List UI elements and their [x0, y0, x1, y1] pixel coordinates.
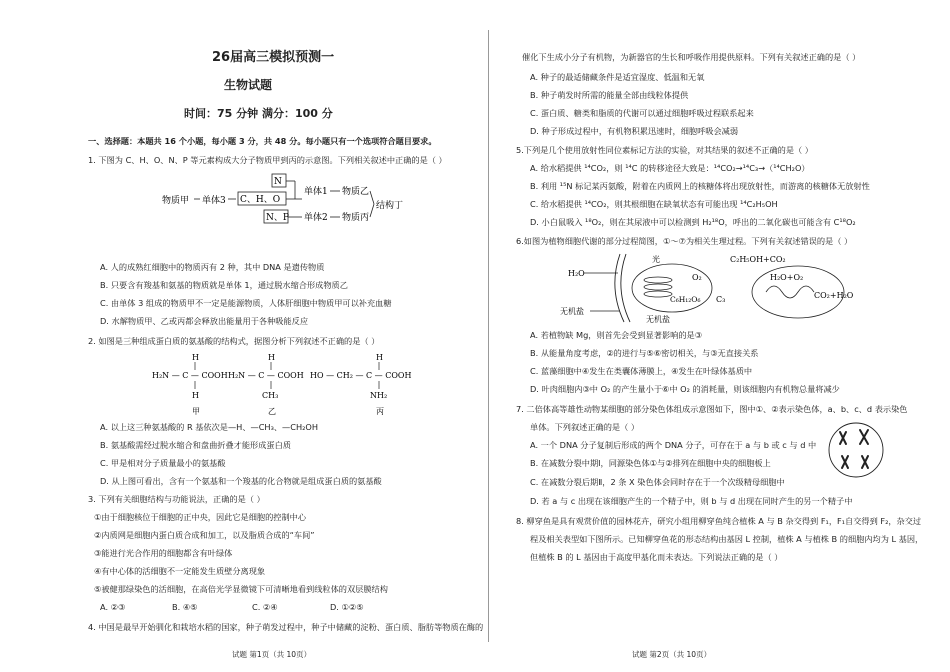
q1-n-label: N [274, 177, 282, 187]
q3-item: ③能进行光合作用的细胞都含有叶绿体 [94, 548, 233, 558]
q6-co2-h2o-label: CO₂+H₂O [814, 291, 854, 300]
q5-option-b: B. 利用 ¹⁵N 标记某丙氨酸，附着在内质网上的核糖体将出现放射性，而游离的核糖体无放射性 [530, 181, 870, 191]
section-heading: 一、选择题：本题共 16 个小题，每小题 3 分，共 48 分。每小题只有一个选项符合题目要求。 [88, 136, 437, 146]
q6-light-label: 光 [652, 255, 660, 264]
svg-text:H: H [192, 353, 199, 362]
q4-option-a: A. 种子的最适储藏条件是适宜湿度、低温和无氧 [530, 72, 705, 82]
q3-item: ⑤被健那绿染色的活细胞，在高倍光学显微镜下可清晰地看到线粒体的双层膜结构 [94, 584, 388, 594]
q1-np-label: N、P [266, 213, 289, 223]
q4-stem-cont: 催化下生成小分子有机物，为新器官的生长和呼吸作用提供原料。下列有关叙述正确的是（ ） [522, 52, 861, 62]
svg-text:H: H [192, 391, 199, 400]
q6-o2-label: O₂ [692, 273, 702, 282]
left-footer: 试题 第1页（共 10页） [232, 650, 312, 659]
q8-stem-line3: 但植株 B 的 L 基因由于高度甲基化而未表达。下列说法正确的是（ ） [530, 552, 783, 562]
exam-time: 时间：75 分钟 满分：100 分 [184, 107, 333, 120]
q1-stem: 1. 下图为 C、H、O、N、P 等元素构成大分子物质甲到丙的示意图。下列相关叙述中正确的是（ ） [88, 155, 447, 165]
q7-chromosome-figure [826, 420, 886, 480]
svg-text:H₂N — C — COOH: H₂N — C — COOH [152, 371, 228, 380]
q3-item: ④有中心体的活细胞不一定能发生质壁分离现象 [94, 566, 266, 576]
q8-stem-line1: 8. 柳穿鱼是具有观赏价值的园林花卉，研究小组用柳穿鱼纯合植株 A 与 B 杂交得到 F₁，F₁自交得到 F₂，杂交过 [516, 516, 922, 526]
q2-option-c: C. 甲是相对分子质量最小的氨基酸 [100, 458, 226, 468]
q5-option-a: A. 给水稻提供 ¹⁴CO₂，则 ¹⁴C 的转移途径大致是：¹⁴CO₂→¹⁴C₃→（¹⁴CH₂O） [530, 163, 810, 173]
q6-metabolism-diagram [560, 250, 870, 325]
q5-stem: 5.下列是几个使用放射性同位素标记方法的实验，对其结果的叙述不正确的是（ ） [516, 145, 813, 155]
q7-option-a: A. 一个 DNA 分子复制后形成的两个 DNA 分子，可存在于 a 与 b 或 c 与 d 中 [530, 440, 817, 450]
q1-jia-label: 物质甲 [162, 196, 190, 206]
q1-dan3-label: 单体3 [202, 196, 226, 206]
q6-h2o-label: H₂O [568, 269, 585, 278]
q6-option-b: B. 从能量角度考虑，②的进行与⑤⑥密切相关，与③无直接关系 [530, 348, 759, 358]
q3-option-a: A. ②③ [100, 602, 126, 612]
q1-dan2-label: 单体2 [304, 213, 328, 223]
svg-text:NH₂: NH₂ [370, 391, 388, 400]
q3-option-c: C. ②④ [252, 602, 278, 612]
svg-text:H₂N — C — COOH: H₂N — C — COOH [228, 371, 304, 380]
q4-option-c: C. 蛋白质、糖类和脂质的代谢可以通过细胞呼吸过程联系起来 [530, 108, 754, 118]
q1-dan1-label: 单体1 [304, 187, 328, 197]
q4-option-b: B. 种子萌发时所需的能量全部由线粒体提供 [530, 90, 689, 100]
q6-stem: 6.如图为植物细胞代谢的部分过程简图，①～⑦为相关生理过程。下列有关叙述错误的是（ ） [516, 236, 853, 246]
q1-option-b: B. 只要含有羧基和氨基的物质就是单体 1，通过脱水缩合形成物质乙 [100, 280, 348, 290]
right-footer: 试题 第2页（共 10页） [632, 650, 712, 659]
q2-label-bing: 丙 [376, 407, 384, 416]
q1-option-a: A. 人的成熟红细胞中的物质丙有 2 种，其中 DNA 是遗传物质 [100, 262, 325, 272]
q1-cho-label: C、H、O [240, 195, 281, 205]
svg-text:HO — CH₂ — C — COOH: HO — CH₂ — C — COOH [310, 371, 412, 380]
q1-bing-label: 物质丙 [342, 213, 370, 223]
q6-h2o-o2-label: H₂O+O₂ [770, 273, 804, 282]
q7-stem-cont: 单体。下列叙述正确的是（ ） [530, 422, 640, 432]
q3-item: ①由于细胞核位于细胞的正中央，因此它是细胞的控制中心 [94, 512, 307, 522]
q3-item: ②内质网是细胞内蛋白质合成和加工，以及脂质合成的“车间” [94, 530, 315, 540]
q7-option-b: B. 在减数分裂中期Ⅰ，同源染色体①与②排列在细胞中央的细胞板上 [530, 458, 771, 468]
q1-yi-label: 物质乙 [342, 187, 370, 197]
svg-text:CH₃: CH₃ [262, 391, 279, 400]
q4-option-d: D. 种子形成过程中，有机物积累迅速时，细胞呼吸会减弱 [530, 126, 739, 136]
q2-option-b: B. 氨基酸需经过脱水缩合和盘曲折叠才能形成蛋白质 [100, 440, 291, 450]
q6-glucose-label: C₆H₁₂O₆ [670, 295, 701, 304]
q7-stem: 7. 二倍体高等雄性动物某细胞的部分染色体组成示意图如下，图中①、②表示染色体，a、b、c、d 表示染色 [516, 404, 908, 414]
q5-option-d: D. 小白鼠吸入 ¹⁸O₂，则在其尿液中可以检测到 H₂¹⁸O，呼出的二氧化碳也可能含有 C¹⁸O₂ [530, 217, 856, 227]
q6-option-d: D. 叶肉细胞内③中 O₂ 的产生量小于⑥中 O₂ 的消耗量，则该细胞内有机物总量将减少 [530, 384, 840, 394]
q6-c3-label: C₃ [716, 295, 726, 304]
q6-ethanol-label: C₂H₅OH+CO₂ [730, 255, 786, 264]
right-page [490, 0, 950, 672]
q2-option-a: A. 以上这三种氨基酸的 R 基依次是—H、—CH₃、—CH₂OH [100, 422, 319, 432]
q7-option-c: C. 在减数分裂后期Ⅱ，2 条 X 染色体会同时存在于一个次级精母细胞中 [530, 477, 785, 487]
q3-option-d: D. ①②⑤ [330, 602, 364, 612]
q2-option-d: D. 从上图可看出，含有一个氨基和一个羧基的化合物就是组成蛋白质的氨基酸 [100, 476, 382, 486]
q1-diagram [160, 172, 404, 250]
q2-stem: 2. 如图是三种组成蛋白质的氨基酸的结构式，据图分析下列叙述不正确的是（ ） [88, 336, 380, 346]
q3-option-b: B. ④⑤ [172, 602, 198, 612]
q2-label-jia: 甲 [192, 407, 200, 416]
q6-option-a: A. 若植物缺 Mg，则首先会受到显著影响的是③ [530, 330, 703, 340]
q1-ding-label: 结构丁 [376, 201, 404, 211]
q4-stem: 4. 中国是最早开始驯化和栽培水稻的国家，种子萌发过程中，种子中储藏的淀粉、蛋白质、脂肪等物质在酶的 [88, 622, 484, 632]
q1-option-c: C. 由单体 3 组成的物质甲不一定是能源物质，人体肝细胞中物质甲可以补充血糖 [100, 298, 392, 308]
exam-subtitle: 生物试题 [224, 78, 273, 92]
q6-option-c: C. 蓝藻细胞中④发生在类囊体薄膜上，④发生在叶绿体基质中 [530, 366, 753, 376]
svg-text:H: H [376, 353, 383, 362]
q5-option-c: C. 给水稻提供 ¹⁴CO₂，则其根细胞在缺氧状态有可能出现 ¹⁴C₂H₅OH [530, 199, 778, 209]
q2-label-yi: 乙 [268, 407, 276, 416]
q2-amino-acid-structures [150, 348, 430, 420]
q8-stem-line2: 程及相关表型如下图所示。已知柳穿鱼花的形态结构由基因 L 控制，植株 A 与植株 B 的细胞内均为 L 基因， [530, 534, 924, 544]
q7-option-d: D. 若 a 与 c 出现在该细胞产生的一个精子中，则 b 与 d 出现在同时产生的另一个精子中 [530, 496, 853, 506]
q3-stem: 3. 下列有关细胞结构与功能说法，正确的是（ ） [88, 494, 265, 504]
q1-option-d: D. 水解物质甲、乙或丙都会释放出能量用于各种吸能反应 [100, 316, 309, 326]
exam-title: 26届高三模拟预测一 [212, 50, 335, 65]
q6-salt2-label: 无机盐 [646, 315, 670, 324]
svg-text:H: H [268, 353, 275, 362]
q6-salt1-label: 无机盐 [560, 307, 584, 316]
